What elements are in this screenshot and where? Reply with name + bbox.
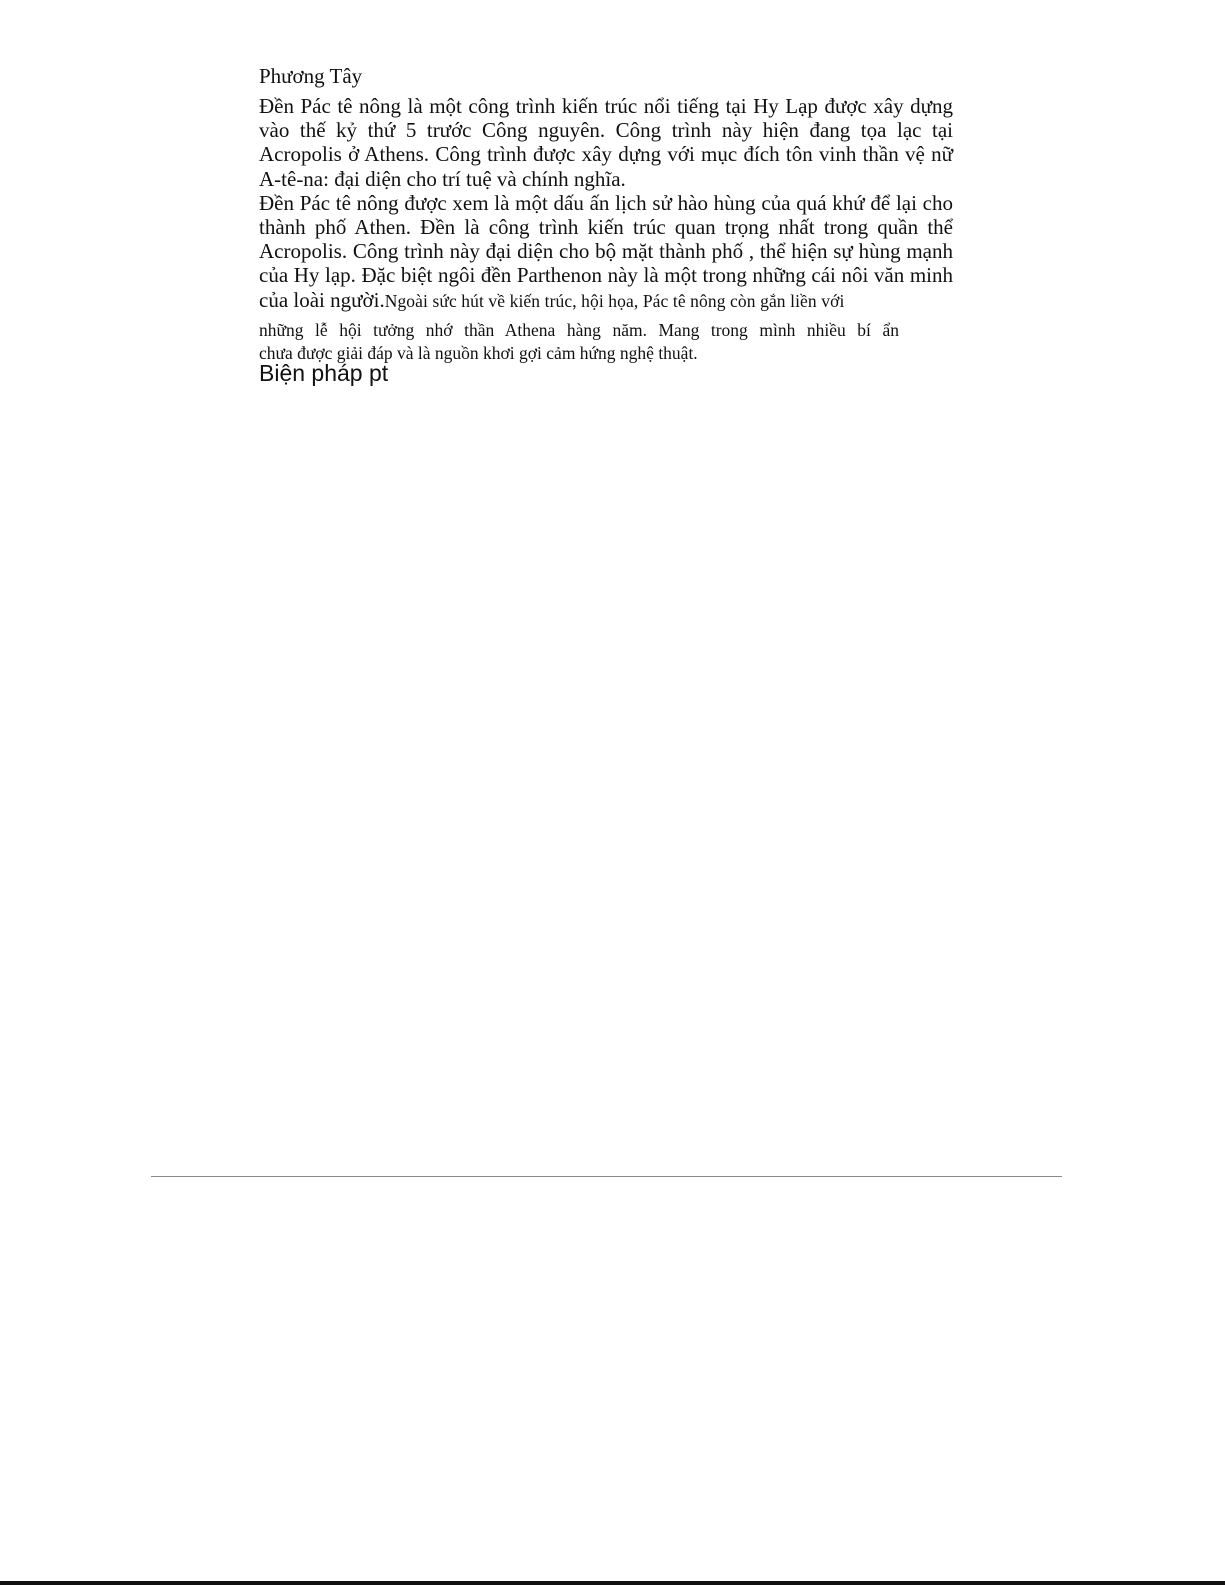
paragraph-parthenon-significance xyxy=(259,191,953,313)
document-body xyxy=(259,62,953,313)
paragraph-tail-line-2: chưa được giải đáp và là nguồn khơi gợi cảm hứng nghệ thuật. xyxy=(259,343,698,363)
section-heading-bien-phap: Biện pháp pt xyxy=(259,360,389,386)
paragraph-parthenon-intro: Đền Pác tê nông là một công trình kiến trúc nổi tiếng tại Hy Lạp được xây dựng vào thế kỷ thứ 5 trước Công nguyên. Công trình này hiện đang tọa lạc tại Acropolis ở Athens. Công trình được xây dựng với mục đích tôn vinh thần vệ nữ A-tê-na: đại diện cho trí tuệ và chính nghĩa. xyxy=(259,94,953,191)
paragraph-small-tail-text: Ngoài sức hút về kiến trúc, hội họa, Pác tê nông còn gắn liền với xyxy=(384,290,845,311)
paragraph-main-text: Đền Pác tê nông được xem là một dấu ấn lịch sử hào hùng của quá khứ để lại cho thành phố Athen. Đền là công trình kiến trúc quan trọng nhất trong quần thể Acropolis. Công trình này đại diện cho bộ mặt thành phố , thể hiện sự hùng mạnh của Hy lạp. Đặc biệt ngôi đền Parthenon này là một trong những cái nôi văn minh của loài người. xyxy=(259,190,953,312)
page-divider xyxy=(151,1176,1062,1177)
section-label: Phương Tây xyxy=(259,64,363,88)
paragraph-tail-line-1: những lễ hội tưởng nhớ thần Athena hàng năm. Mang trong mình nhiều bí ẩn xyxy=(259,320,899,340)
page-bottom-border xyxy=(0,1581,1225,1585)
